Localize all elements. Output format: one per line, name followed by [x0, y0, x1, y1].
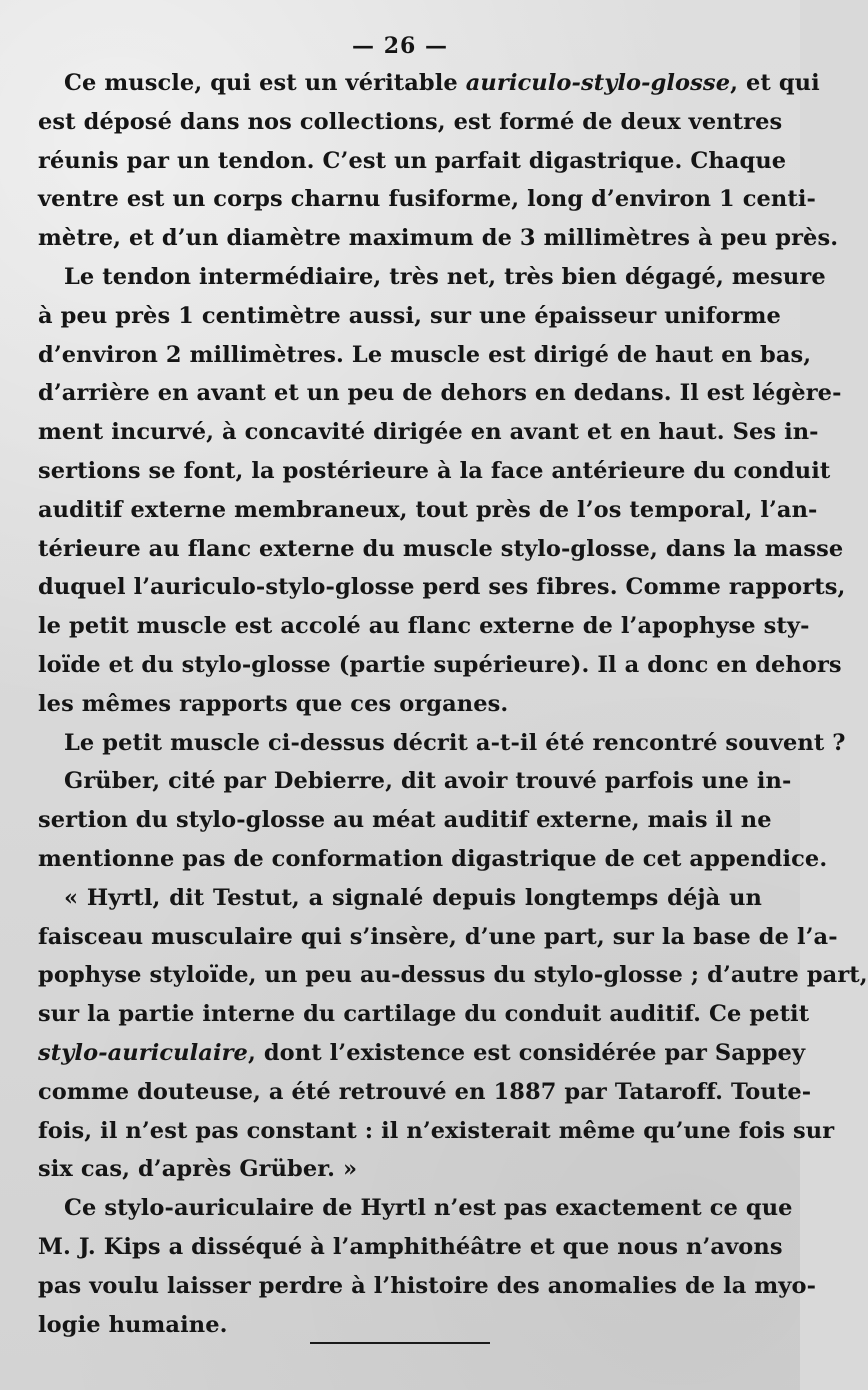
paragraph — [38, 724, 846, 763]
body-text — [38, 64, 868, 1344]
paragraph — [38, 879, 868, 1189]
text-line: le petit muscle est accolé au flanc externe de l’apophyse sty- — [38, 613, 810, 640]
text-line: logie humaine. — [38, 1311, 228, 1338]
text-line: Le tendon intermédiaire, très net, très bien dégagé, mesure — [64, 263, 826, 290]
paragraph — [38, 64, 839, 258]
text-line: réunis par un tendon. C’est un parfait digastrique. Chaque — [38, 147, 787, 174]
text-line: Ce muscle, qui est un véritable auriculo-stylo-glosse, et qui — [64, 70, 820, 96]
text-line: loïde et du stylo-glosse (partie supérieure). Il a donc en dehors — [38, 651, 842, 678]
text-line: est déposé dans nos collections, est formé de deux ventres — [38, 108, 783, 135]
italic-term: auriculo-stylo-glosse — [465, 70, 731, 96]
text-line: d’arrière en avant et un peu de dehors en dedans. Il est légère- — [38, 380, 842, 407]
text-line: mentionne pas de conformation digastrique de cet appendice. — [38, 845, 828, 872]
text-line: Le petit muscle ci-dessus décrit a-t-il été rencontré souvent ? — [64, 729, 846, 756]
page-number: — 26 — — [352, 33, 448, 59]
text-line: d’environ 2 millimètres. Le muscle est dirigé de haut en bas, — [38, 341, 812, 368]
text-line: comme douteuse, a été retrouvé en 1887 par Tataroff. Toute- — [38, 1078, 812, 1105]
text-line: ment incurvé, à concavité dirigée en avant et en haut. Ses in- — [38, 419, 819, 446]
text-line: Grüber, cité par Debierre, dit avoir trouvé parfois une in- — [64, 768, 792, 795]
paragraph — [38, 1189, 817, 1344]
text-line: duquel l’auriculo-stylo-glosse perd ses fibres. Comme rapports, — [38, 574, 846, 601]
text-line: faisceau musculaire qui s’insère, d’une part, sur la base de l’a- — [38, 923, 838, 950]
text-line: ventre est un corps charnu fusiforme, long d’environ 1 centi- — [38, 186, 816, 213]
text-line: stylo-auriculaire, dont l’existence est considérée par Sappey — [38, 1039, 806, 1066]
text-line: mètre, et d’un diamètre maximum de 3 millimètres à peu près. — [38, 225, 839, 252]
text-line: auditif externe membraneux, tout près de l’os temporal, l’an- — [38, 496, 818, 523]
text-line: à peu près 1 centimètre aussi, sur une épaisseur uniforme — [38, 302, 781, 329]
text-line: sertion du stylo-glosse au méat auditif externe, mais il ne — [38, 807, 772, 834]
text-line: térieure au flanc externe du muscle stylo-glosse, dans la masse — [38, 535, 844, 562]
text-line: pophyse styloïde, un peu au-dessus du stylo-glosse ; d’autre part, — [38, 962, 868, 989]
closing-rule — [310, 1342, 490, 1344]
italic-term: stylo-auriculaire — [38, 1039, 248, 1066]
text-line: pas voulu laisser perdre à l’histoire des anomalies de la myo- — [38, 1272, 817, 1299]
text-line: les mêmes rapports que ces organes. — [38, 690, 509, 717]
text-line: « Hyrtl, dit Testut, a signalé depuis longtemps déjà un — [64, 884, 762, 911]
text-line: sur la partie interne du cartilage du conduit auditif. Ce petit — [38, 1001, 810, 1028]
text-line: Ce stylo-auriculaire de Hyrtl n’est pas exactement ce que — [64, 1195, 793, 1222]
text-line: fois, il n’est pas constant : il n’existerait même qu’une fois sur — [38, 1117, 835, 1144]
text-line: M. J. Kips a disséqué à l’amphithéâtre et que nous n’avons — [38, 1233, 783, 1260]
paragraph — [38, 762, 828, 878]
text-line: six cas, d’après Grüber. » — [38, 1156, 358, 1183]
paragraph — [38, 258, 846, 724]
text-line: sertions se font, la postérieure à la face antérieure du conduit — [38, 457, 831, 484]
